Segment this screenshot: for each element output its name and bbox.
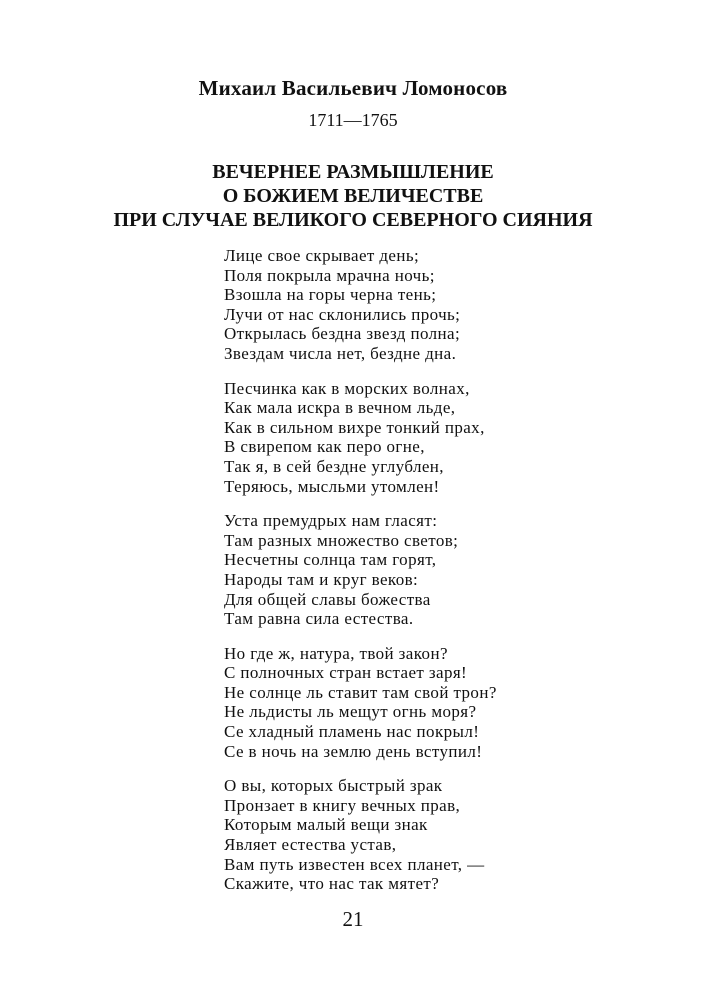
poem-line: Песчинка как в морских волнах, xyxy=(224,378,470,398)
poem-title-line: ВЕЧЕРНЕЕ РАЗМЫШЛЕНИЕ xyxy=(212,161,494,183)
poem-title-line: ПРИ СЛУЧАЕ ВЕЛИКОГО СЕВЕРНОГО СИЯНИЯ xyxy=(113,209,593,231)
poem-title-line: О БОЖИЕМ ВЕЛИЧЕСТВЕ xyxy=(222,185,484,207)
stanza xyxy=(224,511,497,629)
poem-line: Там разных множество светов; xyxy=(224,530,459,550)
poem-line: Поля покрыла мрачна ночь; xyxy=(224,265,435,285)
poem-line: Лице свое скрывает день; xyxy=(224,246,420,265)
author-years: 1711—1765 xyxy=(308,110,398,130)
poem-line: С полночных стран встает заря! xyxy=(224,663,468,683)
stanza xyxy=(224,776,497,894)
poem-line: Взошла на горы черна тень; xyxy=(224,285,437,305)
stanza xyxy=(224,246,497,364)
poem-title xyxy=(0,160,706,232)
stanza xyxy=(224,644,497,762)
poem-line: Но где ж, натура, твой закон? xyxy=(224,643,448,663)
page-number: 21 xyxy=(342,907,364,931)
poem-line: Лучи от нас склонились прочь; xyxy=(224,304,461,324)
poem-line: Не льдисты ль мещут огнь моря? xyxy=(224,702,477,722)
poem-line: Вам путь известен всех планет, — xyxy=(224,854,485,874)
poem-line: Се хладный пламень нас покрыл! xyxy=(224,722,480,742)
poem-line: Теряюсь, мысльми утомлен! xyxy=(224,476,440,496)
poem-line: Являет естества устав, xyxy=(224,835,397,855)
poem-line: Как мала искра в вечном льде, xyxy=(224,398,456,418)
poem-line: Скажите, что нас так мятет? xyxy=(224,874,440,894)
poem-body xyxy=(224,246,497,909)
poem-line: Несчетны солнца там горят, xyxy=(224,550,437,570)
poem-line: Как в сильном вихре тонкий прах, xyxy=(224,417,485,437)
poem-line: Звездам числа нет, бездне дна. xyxy=(224,343,457,363)
poem-line: Уста премудрых нам гласят: xyxy=(224,511,438,531)
author-name: Михаил Васильевич Ломоносов xyxy=(198,76,508,100)
poem-line: Так я, в сей бездне углублен, xyxy=(224,456,444,476)
poem-line: Для общей славы божества xyxy=(224,589,431,609)
poem-line: Там равна сила естества. xyxy=(224,609,414,629)
poem-line: Се в ночь на землю день вступил! xyxy=(224,741,483,761)
poem-line: В свирепом как перо огне, xyxy=(224,437,425,457)
poem-line: О вы, которых быстрый зрак xyxy=(224,776,443,796)
poem-line: Которым малый вещи знак xyxy=(224,815,428,835)
poem-line: Не солнце ль ставит там свой трон? xyxy=(224,682,497,702)
poem-line: Открылась бездна звезд полна; xyxy=(224,324,461,344)
poem-line: Народы там и круг веков: xyxy=(224,569,419,589)
stanza xyxy=(224,379,497,497)
poem-line: Пронзает в книгу вечных прав, xyxy=(224,795,461,815)
